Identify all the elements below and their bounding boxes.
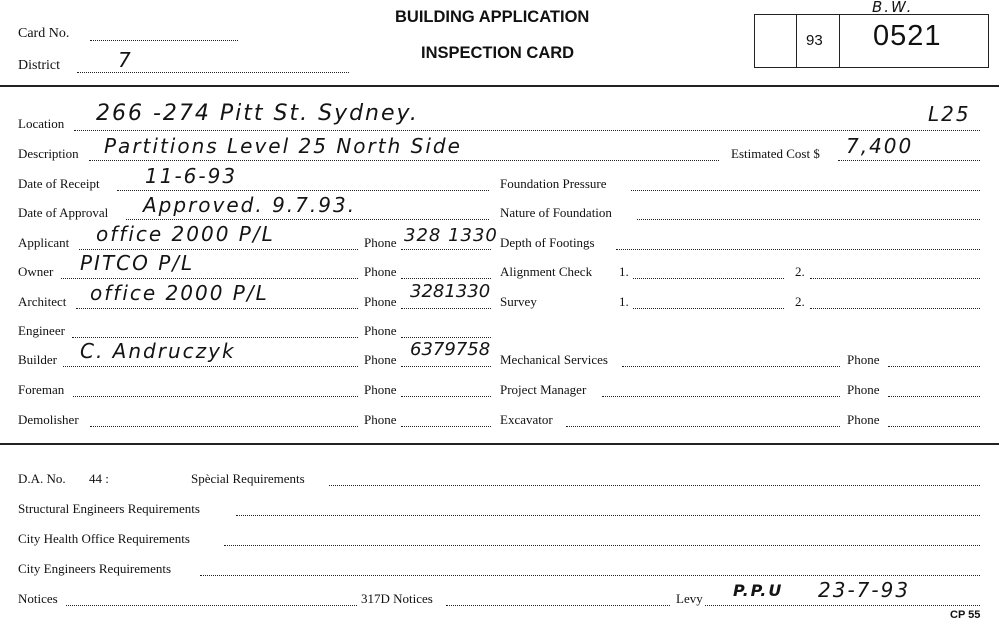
builder-phone-label: Phone — [364, 352, 397, 367]
alignment-check-line2 — [810, 278, 980, 279]
applicant-phone-label: Phone — [364, 235, 397, 250]
notices-label: Notices — [18, 591, 58, 606]
description-label: Description — [18, 146, 79, 161]
da-no-value: 44 : — [89, 471, 109, 486]
levy-value: P.P.U — [733, 581, 784, 600]
mechanical-services-phone-label: Phone — [847, 352, 880, 367]
owner-value: PITCO P/L — [80, 251, 195, 275]
district-line — [77, 72, 349, 73]
demolisher-phone-line — [401, 426, 491, 427]
levy-date: 23-7-93 — [818, 578, 911, 602]
demolisher-label: Demolisher — [18, 412, 79, 427]
date-of-receipt-line — [117, 190, 489, 191]
structural-engineers-label: Structural Engineers Requirements — [18, 501, 200, 516]
engineer-line — [72, 337, 358, 338]
notices-317d-label: 317D Notices — [361, 591, 433, 606]
notices-317d-line — [446, 605, 670, 606]
location-level: L25 — [928, 102, 971, 126]
city-engineers-line — [200, 575, 980, 576]
da-no-label: D.A. No. — [18, 471, 66, 486]
project-manager-phone-label: Phone — [847, 382, 880, 397]
card-no-label: Card No. — [18, 26, 70, 41]
survey-line2 — [810, 308, 980, 309]
owner-phone-line — [401, 278, 491, 279]
builder-phone-value: 6379758 — [410, 339, 491, 360]
stamp-annotation: B.W. — [872, 0, 914, 16]
city-engineers-label: City Engineers Requirements — [18, 561, 172, 576]
architect-phone-value: 3281330 — [410, 281, 491, 302]
project-manager-phone-line — [888, 396, 980, 397]
header-rule — [0, 85, 999, 87]
builder-phone-line — [401, 366, 491, 367]
owner-label: Owner — [18, 264, 54, 279]
architect-phone-line — [401, 308, 491, 309]
location-label: Location — [18, 116, 65, 131]
date-of-approval-line — [126, 219, 489, 220]
survey-num2: 2. — [795, 294, 805, 309]
form-title-line1: BUILDING APPLICATION — [395, 8, 590, 26]
card-no-line — [90, 40, 238, 41]
survey-label: Survey — [500, 294, 537, 309]
form-code: CP 55 — [950, 609, 981, 621]
builder-value: C. Andruczyk — [80, 339, 236, 363]
form-title-line2: INSPECTION CARD — [421, 44, 575, 62]
estimated-cost-value: 7,400 — [846, 134, 914, 158]
architect-phone-label: Phone — [364, 294, 397, 309]
excavator-phone-line — [888, 426, 980, 427]
structural-engineers-line — [236, 515, 980, 516]
location-value: 266 -274 Pitt St. Sydney. — [96, 101, 419, 126]
excavator-line — [566, 426, 840, 427]
applicant-phone-line — [401, 249, 491, 250]
owner-line — [61, 278, 358, 279]
architect-label: Architect — [18, 294, 67, 309]
engineer-phone-label: Phone — [364, 323, 397, 338]
mechanical-services-label: Mechanical Services — [500, 352, 608, 367]
estimated-cost-line — [838, 160, 980, 161]
foreman-phone-line — [401, 396, 491, 397]
main-rule — [0, 443, 999, 445]
applicant-label: Applicant — [18, 235, 70, 250]
location-line — [74, 130, 980, 131]
builder-line — [63, 366, 358, 367]
district-value: 7 — [118, 48, 133, 72]
demolisher-line — [90, 426, 358, 427]
foreman-phone-label: Phone — [364, 382, 397, 397]
foreman-line — [73, 396, 358, 397]
project-manager-line — [602, 396, 840, 397]
demolisher-phone-label: Phone — [364, 412, 397, 427]
levy-label: Levy — [676, 591, 703, 606]
engineer-phone-line — [401, 337, 491, 338]
survey-line1 — [633, 308, 784, 309]
estimated-cost-label: Estimated Cost $ — [731, 146, 820, 161]
mechanical-services-line — [622, 366, 840, 367]
special-requirements-line — [329, 485, 980, 486]
levy-line — [705, 605, 980, 606]
applicant-value: office 2000 P/L — [96, 222, 275, 246]
description-value: Partitions Level 25 North Side — [104, 134, 462, 158]
applicant-line — [79, 249, 358, 250]
special-requirements-label: Spècial Requirements — [191, 471, 305, 486]
nature-of-foundation-label: Nature of Foundation — [500, 205, 612, 220]
engineer-label: Engineer — [18, 323, 65, 338]
notices-line — [66, 605, 357, 606]
survey-num1: 1. — [619, 294, 629, 309]
depth-of-footings-line — [616, 249, 980, 250]
builder-label: Builder — [18, 352, 57, 367]
date-of-approval-value: Approved. 9.7.93. — [143, 193, 357, 217]
alignment-check-num2: 2. — [795, 264, 805, 279]
date-of-receipt-value: 11-6-93 — [145, 164, 238, 188]
foundation-pressure-line — [631, 190, 980, 191]
alignment-check-line1 — [633, 278, 784, 279]
box-number: 0521 — [873, 20, 942, 52]
box-year: 93 — [806, 32, 823, 49]
excavator-phone-label: Phone — [847, 412, 880, 427]
district-label: District — [18, 58, 60, 73]
foundation-pressure-label: Foundation Pressure — [500, 176, 607, 191]
box-divider-2 — [839, 14, 840, 68]
nature-of-foundation-line — [637, 219, 980, 220]
architect-line — [76, 308, 358, 309]
description-line — [89, 160, 719, 161]
city-health-label: City Health Office Requirements — [18, 531, 190, 546]
depth-of-footings-label: Depth of Footings — [500, 235, 595, 250]
box-divider-1 — [796, 14, 797, 68]
card-number-box — [754, 14, 989, 68]
city-health-line — [224, 545, 980, 546]
date-of-receipt-label: Date of Receipt — [18, 176, 100, 191]
architect-value: office 2000 P/L — [90, 281, 269, 305]
project-manager-label: Project Manager — [500, 382, 587, 397]
date-of-approval-label: Date of Approval — [18, 205, 109, 220]
excavator-label: Excavator — [500, 412, 553, 427]
owner-phone-label: Phone — [364, 264, 397, 279]
alignment-check-label: Alignment Check — [500, 264, 593, 279]
alignment-check-num1: 1. — [619, 264, 629, 279]
applicant-phone-value: 328 1330 — [404, 225, 498, 246]
mechanical-services-phone-line — [888, 366, 980, 367]
foreman-label: Foreman — [18, 382, 65, 397]
